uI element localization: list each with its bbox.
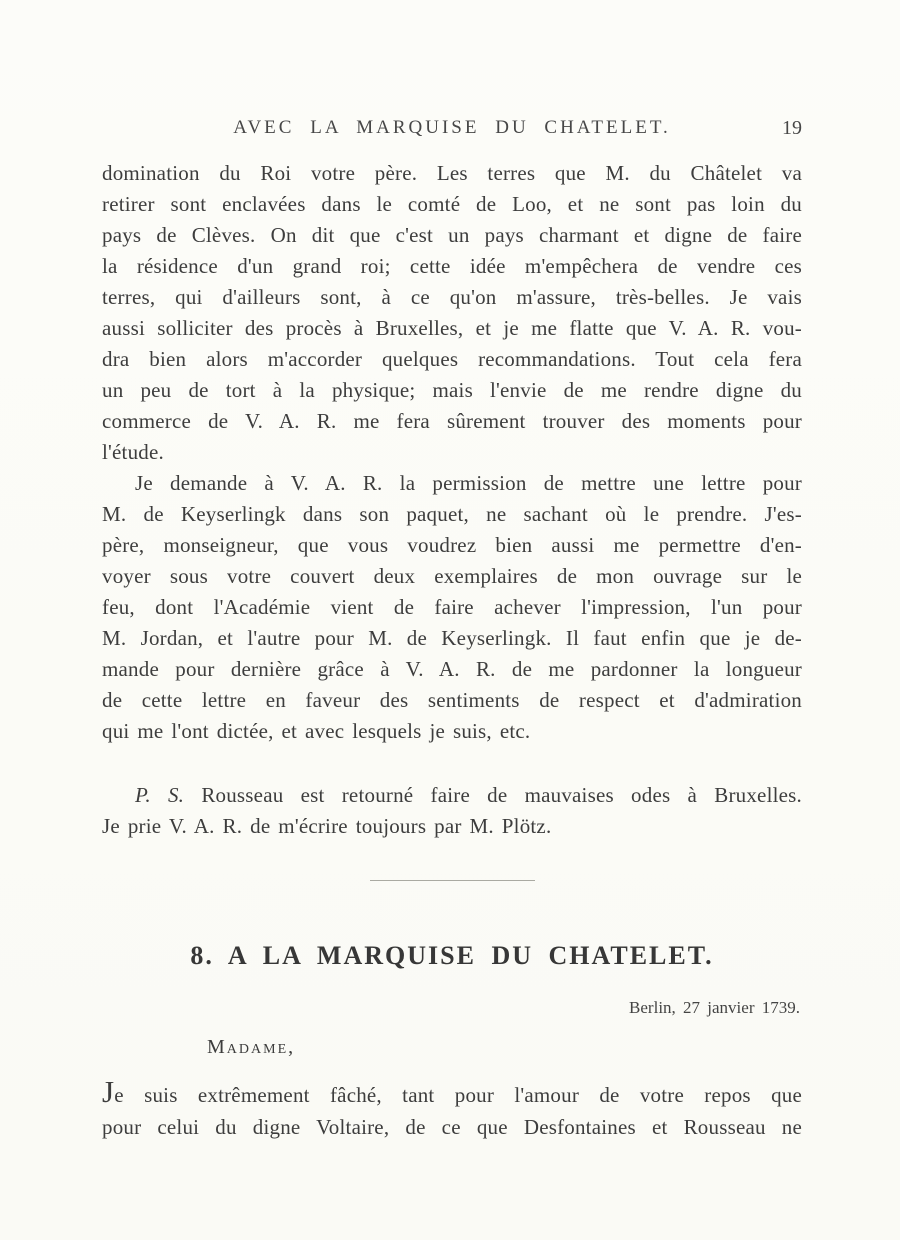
body-line: commerce de V. A. R. me fera sûrement trouver des moments pour bbox=[102, 409, 802, 433]
section-divider bbox=[370, 880, 535, 881]
body-line bbox=[102, 1074, 802, 1111]
body-line: retirer sont enclavées dans le comté de Loo, et ne sont pas loin du bbox=[102, 192, 802, 216]
initial-capital: J bbox=[102, 1074, 115, 1109]
body-line: l'étude. bbox=[102, 440, 164, 464]
page-number: 19 bbox=[782, 117, 802, 139]
body-line: Je demande à V. A. R. la permission de mettre une lettre pour bbox=[135, 471, 802, 495]
running-head bbox=[102, 116, 802, 140]
letter-8-opening bbox=[102, 1074, 802, 1143]
body-line: pour celui du digne Voltaire, de ce que Desfontaines et Rousseau ne bbox=[102, 1115, 802, 1139]
body-line: feu, dont l'Académie vient de faire achever l'impression, l'un pour bbox=[102, 595, 802, 619]
dateline: Berlin, 27 janvier 1739. bbox=[629, 998, 800, 1017]
body-line: qui me l'ont dictée, et avec lesquels je suis, etc. bbox=[102, 719, 531, 743]
body-line: un peu de tort à la physique; mais l'envie de me rendre digne du bbox=[102, 378, 802, 402]
body-line: M. Jordan, et l'autre pour M. de Keyserlingk. Il faut enfin que je de- bbox=[102, 626, 802, 650]
letter-8-section bbox=[102, 938, 802, 1143]
body-line: terres, qui d'ailleurs sont, à ce qu'on m'assure, très-belles. Je vais bbox=[102, 285, 802, 309]
running-title: AVEC LA MARQUISE DU CHATELET. bbox=[233, 117, 671, 138]
postscript-text: Rousseau est retourné faire de mauvaises odes à Bruxelles. bbox=[201, 783, 802, 807]
body-line: domination du Roi votre père. Les terres que M. du Châtelet va bbox=[102, 161, 802, 185]
postscript-line: Je prie V. A. R. de m'écrire toujours par M. Plötz. bbox=[102, 814, 552, 838]
body-line: mande pour dernière grâce à V. A. R. de me pardonner la longueur bbox=[102, 657, 802, 681]
letter-7-body bbox=[102, 158, 802, 842]
body-line: aussi solliciter des procès à Bruxelles, et je me flatte que V. A. R. vou- bbox=[102, 316, 802, 340]
body-line: de cette lettre en faveur des sentiments de respect et d'admiration bbox=[102, 688, 802, 712]
body-line: la résidence d'un grand roi; cette idée m'empêchera de vendre ces bbox=[102, 254, 802, 278]
salutation: Madame, bbox=[207, 1036, 296, 1058]
letter-8-heading: 8. A LA MARQUISE DU CHATELET. bbox=[190, 941, 714, 970]
body-line: pays de Clèves. On dit que c'est un pays charmant et digne de faire bbox=[102, 223, 802, 247]
body-line: père, monseigneur, que vous voudrez bien aussi me permettre d'en- bbox=[102, 533, 802, 557]
postscript-label: P. S. bbox=[135, 783, 185, 807]
postscript-line bbox=[102, 780, 802, 811]
body-line: voyer sous votre couvert deux exemplaires de mon ouvrage sur le bbox=[102, 564, 802, 588]
postscript bbox=[102, 780, 802, 842]
opening-text: e suis extrêmement fâché, tant pour l'amour de votre repos que bbox=[114, 1083, 802, 1107]
body-line: dra bien alors m'accorder quelques recommandations. Tout cela fera bbox=[102, 347, 802, 371]
body-line: M. de Keyserlingk dans son paquet, ne sachant où le prendre. J'es- bbox=[102, 502, 802, 526]
text-block bbox=[102, 116, 802, 1143]
